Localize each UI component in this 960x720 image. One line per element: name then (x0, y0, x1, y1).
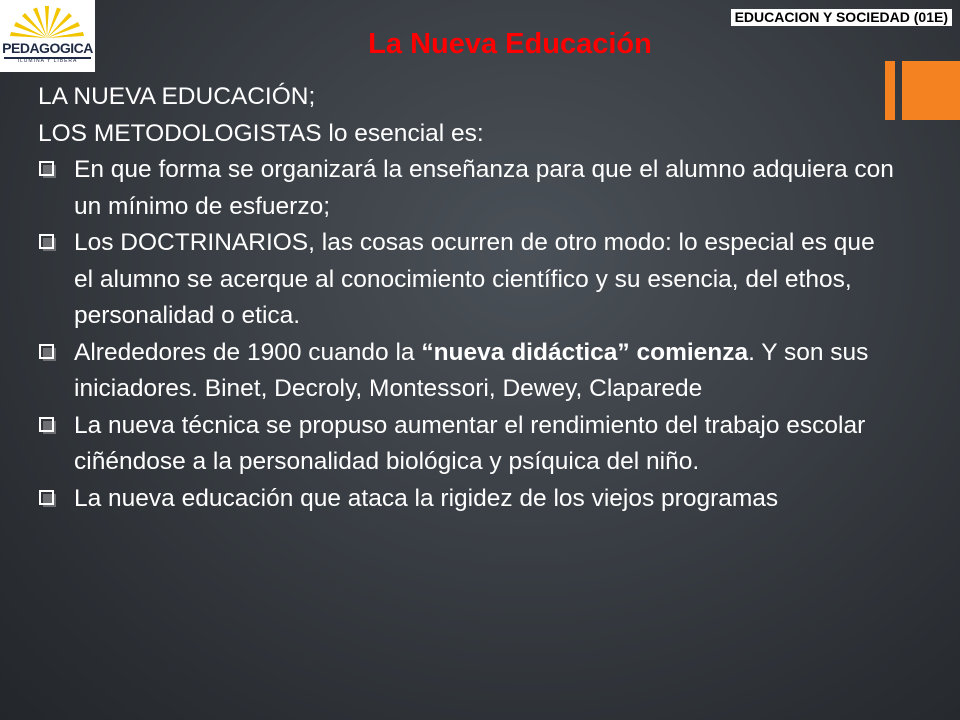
course-label: EDUCACION Y SOCIEDAD (01E) (731, 9, 952, 26)
slide-content (38, 79, 898, 517)
intro-line: LOS METODOLOGISTAS lo esencial es: (38, 119, 484, 147)
slide-title: La Nueva Educación (368, 28, 652, 60)
bullet-text: Los DOCTRINARIOS, las cosas ocurren de otro modo: lo especial es que el alumno se acerque al conocimiento científico y su esencia, del ethos, personalidad o etica. (74, 229, 875, 329)
accent-bar-thick (902, 61, 960, 120)
logo-text: PEDAGOGICA (2, 40, 93, 56)
bullet-item (38, 225, 898, 335)
intro-line: LA NUEVA EDUCACIÓN; (38, 83, 316, 110)
checkbox-square-icon (39, 161, 61, 179)
checkbox-square-icon (39, 344, 61, 362)
bullet-text: La nueva educación que ataca la rigidez de los viejos programas (74, 484, 779, 512)
bullet-text (74, 339, 868, 403)
logo-tagline: ILUMINA Y LIBERA (17, 58, 78, 64)
bullet-text: La nueva técnica se propuso aumentar el rendimiento del trabajo escolar ciñéndose a la personalidad biológica y psíquica del niño. (74, 411, 866, 475)
bullet-text: En que forma se organizará la enseñanza para que el alumno adquiera con un mínimo de esfuerzo; (74, 156, 894, 220)
checkbox-square-icon (39, 234, 61, 252)
bullet-item (38, 335, 898, 408)
bullet-text-after: . Y son sus iniciadores. Binet, Decroly, Montessori, Dewey, Claparede (74, 338, 869, 402)
bullet-item (38, 481, 898, 518)
bullet-item (38, 408, 898, 481)
checkbox-square-icon (39, 417, 61, 435)
bullet-item (38, 152, 898, 225)
checkbox-square-icon (39, 490, 61, 508)
bullet-text-bold: “nueva didáctica” comienza (421, 338, 749, 366)
bullet-text-before: Alrededores de 1900 cuando la (74, 338, 422, 366)
